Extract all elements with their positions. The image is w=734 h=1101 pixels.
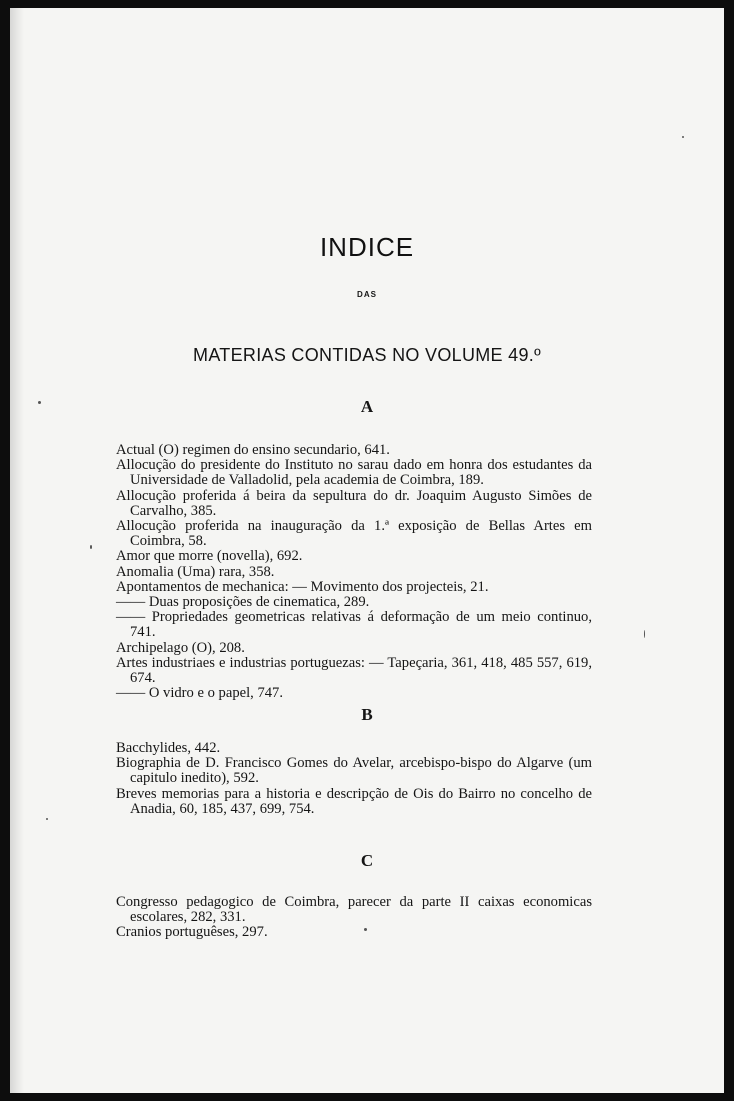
- index-entry: Congresso pedagogico de Coimbra, parecer da parte II caixas economicas escolares, 282, 331.: [116, 894, 592, 926]
- index-subentry: —— Duas proposições de cinematica, 289.: [116, 594, 370, 611]
- index-entry: Biographia de D. Francisco Gomes do Avelar, arcebispo-bispo do Algarve (um capitulo inedito), 592.: [116, 755, 592, 787]
- page-subtitle: MATERIAS CONTIDAS NO VOLUME 49.º: [193, 345, 541, 365]
- index-entry: Cranios portuguêses, 297.: [116, 924, 268, 941]
- index-entry: Allocução do presidente do Instituto no sarau dado em honra dos estudantes da Universidade de Valladolid, pela academia de Coimbra, 189.: [116, 457, 592, 489]
- index-subentry: —— O vidro e o papel, 747.: [116, 685, 283, 702]
- scan-speck: [364, 928, 367, 931]
- index-entry: Allocução proferida na inauguração da 1.ª exposição de Bellas Artes em Coimbra, 58.: [116, 518, 592, 550]
- scan-speck: [46, 818, 48, 820]
- scan-speck: [644, 630, 645, 638]
- index-subentry: —— Propriedades geometricas relativas á deformação de um meio continuo, 741.: [116, 609, 592, 641]
- document-page: [10, 8, 724, 1093]
- index-entry: Anomalia (Uma) rara, 358.: [116, 563, 275, 580]
- index-entry: Amor que morre (novella), 692.: [116, 548, 303, 565]
- section-a-entries: [116, 443, 592, 701]
- section-letter-a: A: [360, 397, 374, 416]
- index-entry: Breves memorias para a historia e descripção de Ois do Bairro no concelho de Anadia, 60, 185, 437, 699, 754.: [116, 785, 592, 817]
- scan-speck: [38, 401, 41, 404]
- section-c-entries: [116, 895, 592, 941]
- section-b-entries: [116, 741, 592, 817]
- index-entry: Bacchylides, 442.: [116, 740, 221, 756]
- index-entry: Archipelago (O), 208.: [116, 639, 245, 656]
- index-entry: Allocução proferida á beira da sepultura do dr. Joaquim Augusto Simões de Carvalho, 385.: [116, 487, 592, 519]
- section-letter-c: C: [360, 851, 374, 870]
- page-edge-shadow: [10, 8, 24, 1093]
- index-entry: Apontamentos de mechanica: — Movimento dos projecteis, 21.: [116, 578, 489, 595]
- scan-speck: [90, 545, 92, 549]
- index-entry: Actual (O) regimen do ensino secundario, 641.: [116, 442, 390, 458]
- scan-speck: [682, 136, 684, 138]
- index-entry: Artes industriaes e industrias portuguezas: — Tapeçaria, 361, 418, 485 557, 619, 674.: [116, 654, 592, 687]
- section-letter-b: B: [361, 705, 373, 724]
- subtitle-das: DAS: [357, 290, 377, 299]
- page-title: INDICE: [319, 232, 415, 262]
